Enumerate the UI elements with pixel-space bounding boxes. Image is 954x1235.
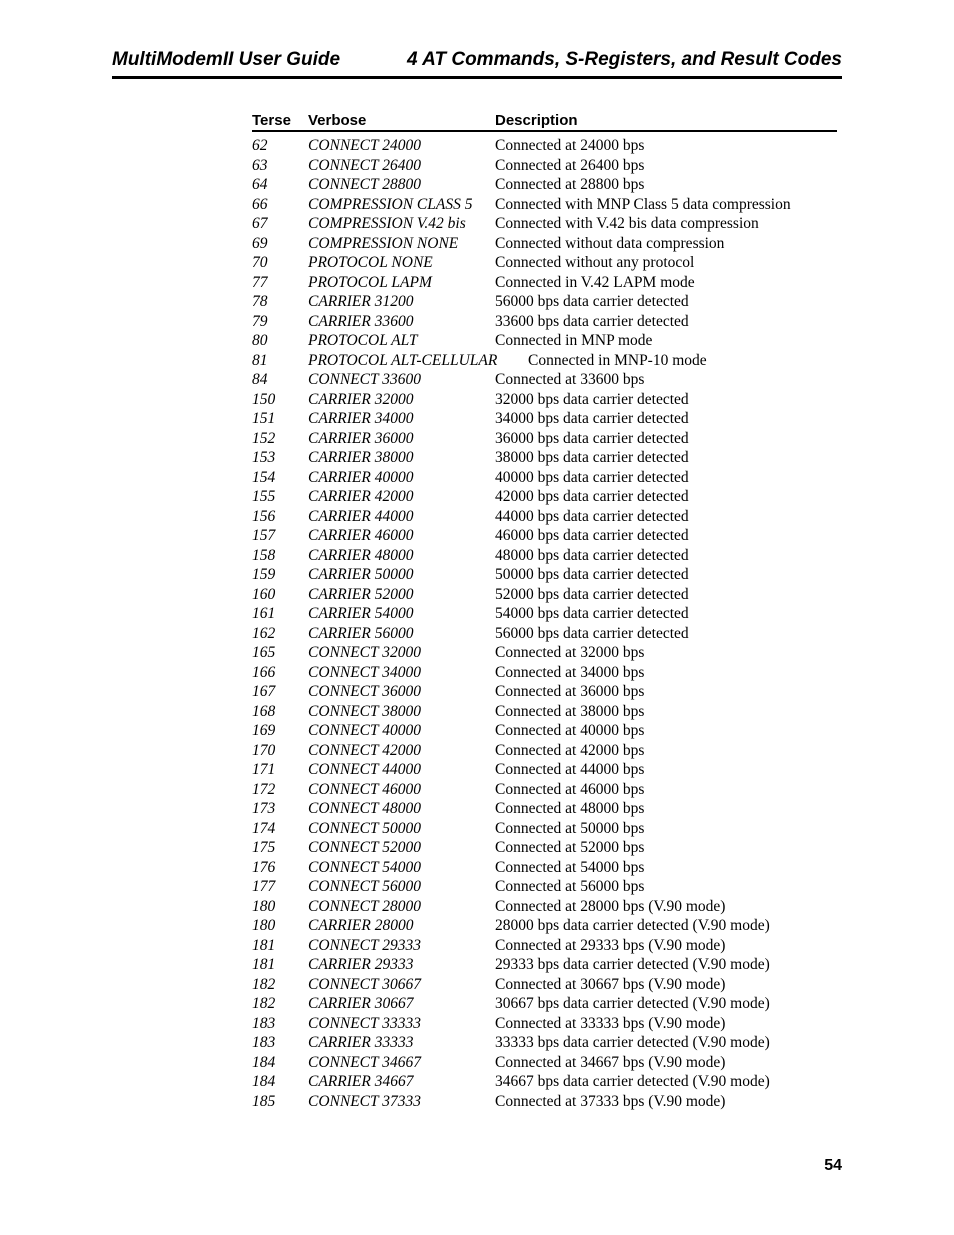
verbose-code: CARRIER 30667 xyxy=(308,995,414,1012)
table-row xyxy=(252,448,837,468)
terse-code: 79 xyxy=(252,312,268,330)
table-body xyxy=(252,136,837,1111)
table-row xyxy=(252,994,837,1014)
verbose-code: CONNECT 33600 xyxy=(308,371,421,388)
table-row xyxy=(252,721,837,741)
terse-code: 66 xyxy=(252,195,268,213)
terse-code: 172 xyxy=(252,780,276,798)
code-description: Connected at 34667 bps (V.90 mode) xyxy=(495,1053,726,1071)
verbose-code: CONNECT 28000 xyxy=(308,897,421,915)
verbose-code: CONNECT 36000 xyxy=(308,683,421,700)
terse-code: 183 xyxy=(252,1014,276,1032)
table-row xyxy=(252,624,837,644)
table-row xyxy=(252,916,837,936)
table-row xyxy=(252,760,837,780)
terse-code: 160 xyxy=(252,585,276,603)
verbose-code: CONNECT 46000 xyxy=(308,780,421,798)
verbose-code: PROTOCOL NONE xyxy=(308,254,433,271)
verbose-code: CARRIER 36000 xyxy=(308,429,414,447)
terse-code: 78 xyxy=(252,293,268,310)
verbose-code: CARRIER 33600 xyxy=(308,312,414,330)
terse-code: 171 xyxy=(252,761,276,778)
code-description: Connected at 44000 bps xyxy=(495,761,645,778)
code-description: Connected at 30667 bps (V.90 mode) xyxy=(495,975,726,993)
table-row xyxy=(252,214,837,234)
chapter-title: 4 AT Commands, S-Registers, and Result Codes xyxy=(407,49,842,70)
code-description: Connected at 33333 bps (V.90 mode) xyxy=(495,1014,726,1032)
terse-code: 183 xyxy=(252,1034,276,1051)
code-description: Connected at 48000 bps xyxy=(495,800,645,817)
page-number: 54 xyxy=(824,1157,842,1174)
table-row xyxy=(252,858,837,878)
terse-code: 173 xyxy=(252,800,276,817)
terse-code: 185 xyxy=(252,1092,276,1110)
terse-code: 161 xyxy=(252,605,276,622)
terse-code: 175 xyxy=(252,839,276,856)
verbose-code: CARRIER 33333 xyxy=(308,1034,414,1051)
terse-code: 156 xyxy=(252,507,276,525)
terse-code: 159 xyxy=(252,566,276,583)
verbose-code: CONNECT 56000 xyxy=(308,878,421,895)
verbose-code: CARRIER 29333 xyxy=(308,956,414,973)
column-header-terse: Terse xyxy=(252,112,291,129)
table-row xyxy=(252,955,837,975)
terse-code: 63 xyxy=(252,156,268,174)
terse-code: 169 xyxy=(252,722,276,739)
table-row xyxy=(252,507,837,527)
table-row xyxy=(252,663,837,683)
verbose-code: COMPRESSION CLASS 5 xyxy=(308,195,473,213)
table-row xyxy=(252,312,837,332)
verbose-code: CARRIER 52000 xyxy=(308,585,414,603)
code-description: 40000 bps data carrier detected xyxy=(495,468,689,486)
terse-code: 70 xyxy=(252,254,268,271)
terse-code: 154 xyxy=(252,468,276,486)
code-description: Connected at 26400 bps xyxy=(495,156,645,174)
verbose-code: CARRIER 28000 xyxy=(308,917,414,934)
table-row xyxy=(252,526,837,546)
terse-code: 67 xyxy=(252,215,268,232)
code-description: 33333 bps data carrier detected (V.90 mode) xyxy=(495,1034,770,1051)
code-description: Connected at 56000 bps xyxy=(495,878,645,895)
verbose-code: CARRIER 40000 xyxy=(308,468,414,486)
terse-code: 165 xyxy=(252,644,276,661)
code-description: 52000 bps data carrier detected xyxy=(495,585,689,603)
verbose-code: CARRIER 42000 xyxy=(308,488,414,505)
verbose-code: CONNECT 54000 xyxy=(308,858,421,876)
verbose-code: CONNECT 30667 xyxy=(308,975,421,993)
verbose-code: CONNECT 38000 xyxy=(308,702,421,720)
table-row xyxy=(252,877,837,897)
table-row xyxy=(252,273,837,293)
table-row xyxy=(252,409,837,429)
table-row xyxy=(252,468,837,488)
table-row xyxy=(252,390,837,410)
code-description: 38000 bps data carrier detected xyxy=(495,449,689,466)
verbose-code: PROTOCOL ALT xyxy=(308,332,418,349)
code-description: Connected at 42000 bps xyxy=(495,741,645,759)
code-description: Connected at 38000 bps xyxy=(495,702,645,720)
table-row xyxy=(252,897,837,917)
code-description: 50000 bps data carrier detected xyxy=(495,566,689,583)
code-description: 34667 bps data carrier detected (V.90 mode) xyxy=(495,1073,770,1090)
verbose-code: CARRIER 32000 xyxy=(308,390,414,408)
verbose-code: CONNECT 40000 xyxy=(308,722,421,739)
code-description: 46000 bps data carrier detected xyxy=(495,527,689,544)
code-description: Connected at 40000 bps xyxy=(495,722,645,739)
terse-code: 151 xyxy=(252,410,276,427)
verbose-code: CONNECT 33333 xyxy=(308,1014,421,1032)
code-description: Connected at 28000 bps (V.90 mode) xyxy=(495,897,726,915)
table-row xyxy=(252,234,837,254)
verbose-code: CONNECT 50000 xyxy=(308,819,421,837)
terse-code: 81 xyxy=(252,351,268,369)
table-row xyxy=(252,936,837,956)
table-header xyxy=(252,112,837,132)
terse-code: 157 xyxy=(252,527,276,544)
terse-code: 167 xyxy=(252,683,276,700)
verbose-code: CONNECT 24000 xyxy=(308,137,421,154)
code-description: Connected in MNP mode xyxy=(495,332,653,349)
terse-code: 182 xyxy=(252,995,276,1012)
table-row xyxy=(252,351,837,371)
terse-code: 181 xyxy=(252,956,276,973)
terse-code: 184 xyxy=(252,1073,276,1090)
verbose-code: PROTOCOL ALT-CELLULAR xyxy=(308,351,498,369)
terse-code: 155 xyxy=(252,488,276,505)
code-description: 28000 bps data carrier detected (V.90 mode) xyxy=(495,917,770,934)
code-description: Connected without data compression xyxy=(495,234,725,252)
terse-code: 62 xyxy=(252,137,268,154)
terse-code: 162 xyxy=(252,624,276,642)
terse-code: 152 xyxy=(252,429,276,447)
result-codes-table xyxy=(252,112,837,1111)
terse-code: 176 xyxy=(252,858,276,876)
table-row xyxy=(252,1092,837,1112)
terse-code: 84 xyxy=(252,371,268,388)
verbose-code: CONNECT 52000 xyxy=(308,839,421,856)
table-row xyxy=(252,429,837,449)
code-description: 33600 bps data carrier detected xyxy=(495,312,689,330)
verbose-code: CARRIER 34667 xyxy=(308,1073,414,1090)
table-row xyxy=(252,292,837,312)
table-row xyxy=(252,643,837,663)
terse-code: 180 xyxy=(252,917,276,934)
table-row xyxy=(252,682,837,702)
table-row xyxy=(252,975,837,995)
terse-code: 177 xyxy=(252,878,276,895)
verbose-code: CONNECT 44000 xyxy=(308,761,421,778)
verbose-code: CONNECT 48000 xyxy=(308,800,421,817)
verbose-code: CARRIER 31200 xyxy=(308,293,414,310)
code-description: Connected at 32000 bps xyxy=(495,644,645,661)
terse-code: 184 xyxy=(252,1053,276,1071)
table-row xyxy=(252,487,837,507)
code-description: Connected at 52000 bps xyxy=(495,839,645,856)
verbose-code: CARRIER 54000 xyxy=(308,605,414,622)
guide-title: MultiModemII User Guide xyxy=(112,49,341,70)
verbose-code: COMPRESSION NONE xyxy=(308,234,459,252)
table-row xyxy=(252,1014,837,1034)
terse-code: 80 xyxy=(252,332,268,349)
verbose-code: COMPRESSION V.42 bis xyxy=(308,215,466,232)
verbose-code: CONNECT 32000 xyxy=(308,644,421,661)
verbose-code: CONNECT 29333 xyxy=(308,936,421,954)
table-row xyxy=(252,156,837,176)
code-description: 48000 bps data carrier detected xyxy=(495,546,689,564)
verbose-code: CARRIER 34000 xyxy=(308,410,414,427)
table-row xyxy=(252,585,837,605)
verbose-code: CARRIER 48000 xyxy=(308,546,414,564)
verbose-code: CARRIER 56000 xyxy=(308,624,414,642)
verbose-code: CONNECT 34667 xyxy=(308,1053,421,1071)
table-row xyxy=(252,819,837,839)
table-row xyxy=(252,370,837,390)
code-description: 30667 bps data carrier detected (V.90 mode) xyxy=(495,995,770,1012)
code-description: 54000 bps data carrier detected xyxy=(495,605,689,622)
code-description: Connected at 37333 bps (V.90 mode) xyxy=(495,1092,726,1110)
code-description: 34000 bps data carrier detected xyxy=(495,410,689,427)
verbose-code: CONNECT 28800 xyxy=(308,176,421,193)
code-description: 29333 bps data carrier detected (V.90 mode) xyxy=(495,956,770,973)
verbose-code: CARRIER 46000 xyxy=(308,527,414,544)
column-header-verbose: Verbose xyxy=(308,112,367,129)
terse-code: 181 xyxy=(252,936,276,954)
code-description: Connected with V.42 bis data compression xyxy=(495,215,759,232)
terse-code: 150 xyxy=(252,390,276,408)
verbose-code: CARRIER 50000 xyxy=(308,566,414,583)
terse-code: 153 xyxy=(252,449,276,466)
table-row xyxy=(252,546,837,566)
table-row xyxy=(252,253,837,273)
terse-code: 166 xyxy=(252,663,276,681)
verbose-code: PROTOCOL LAPM xyxy=(308,273,432,291)
code-description: Connected at 50000 bps xyxy=(495,819,645,837)
table-row xyxy=(252,1053,837,1073)
code-description: Connected without any protocol xyxy=(495,254,695,271)
code-description: Connected at 54000 bps xyxy=(495,858,645,876)
code-description: 32000 bps data carrier detected xyxy=(495,390,689,408)
verbose-code: CONNECT 26400 xyxy=(308,156,421,174)
table-row xyxy=(252,741,837,761)
table-row xyxy=(252,799,837,819)
verbose-code: CARRIER 38000 xyxy=(308,449,414,466)
code-description: 56000 bps data carrier detected xyxy=(495,624,689,642)
table-row xyxy=(252,1072,837,1092)
terse-code: 77 xyxy=(252,273,268,291)
code-description: Connected at 33600 bps xyxy=(495,371,645,388)
code-description: Connected at 36000 bps xyxy=(495,683,645,700)
verbose-code: CONNECT 34000 xyxy=(308,663,421,681)
code-description: 56000 bps data carrier detected xyxy=(495,293,689,310)
code-description: Connected in V.42 LAPM mode xyxy=(495,273,695,291)
code-description: Connected at 34000 bps xyxy=(495,663,645,681)
table-row xyxy=(252,838,837,858)
code-description: Connected in MNP-10 mode xyxy=(528,351,707,369)
code-description: Connected at 28800 bps xyxy=(495,176,645,193)
terse-code: 69 xyxy=(252,234,268,252)
terse-code: 182 xyxy=(252,975,276,993)
terse-code: 168 xyxy=(252,702,276,720)
table-row xyxy=(252,702,837,722)
table-row xyxy=(252,175,837,195)
code-description: Connected with MNP Class 5 data compression xyxy=(495,195,791,213)
terse-code: 64 xyxy=(252,176,268,193)
table-row xyxy=(252,331,837,351)
code-description: 36000 bps data carrier detected xyxy=(495,429,689,447)
terse-code: 170 xyxy=(252,741,276,759)
table-row xyxy=(252,1033,837,1053)
table-row xyxy=(252,136,837,156)
table-row xyxy=(252,604,837,624)
code-description: Connected at 29333 bps (V.90 mode) xyxy=(495,936,726,954)
code-description: Connected at 46000 bps xyxy=(495,780,645,798)
table-row xyxy=(252,565,837,585)
verbose-code: CONNECT 37333 xyxy=(308,1092,421,1110)
terse-code: 174 xyxy=(252,819,276,837)
terse-code: 180 xyxy=(252,897,276,915)
verbose-code: CONNECT 42000 xyxy=(308,741,421,759)
page-header xyxy=(112,46,842,79)
code-description: 42000 bps data carrier detected xyxy=(495,488,689,505)
table-row xyxy=(252,780,837,800)
table-row xyxy=(252,195,837,215)
code-description: 44000 bps data carrier detected xyxy=(495,507,689,525)
column-header-description: Description xyxy=(495,112,578,129)
verbose-code: CARRIER 44000 xyxy=(308,507,414,525)
code-description: Connected at 24000 bps xyxy=(495,137,645,154)
terse-code: 158 xyxy=(252,546,276,564)
